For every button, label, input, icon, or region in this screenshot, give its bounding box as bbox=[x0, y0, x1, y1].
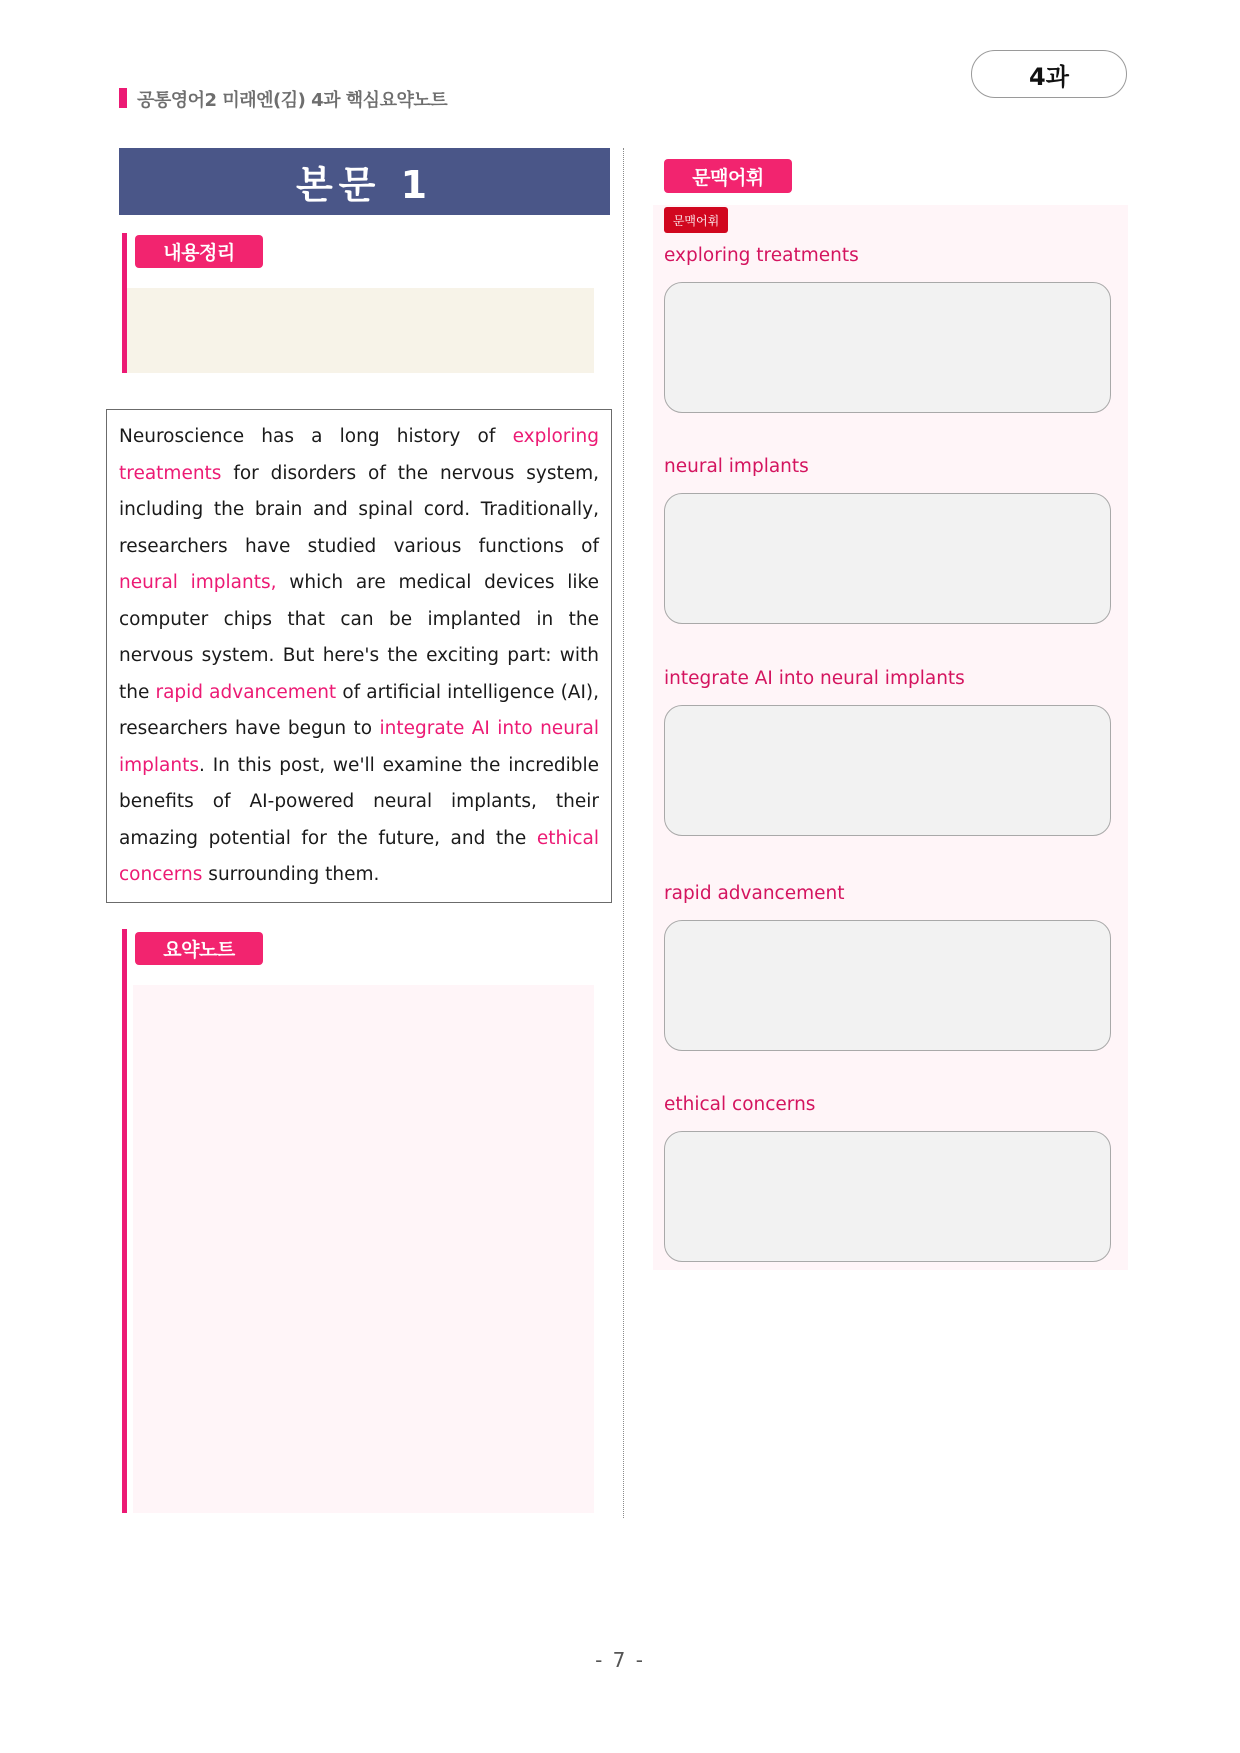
passage-segment: of artificial intelligence (AI), researchers have begun to bbox=[119, 681, 600, 739]
passage-segment: . In this post, we'll examine the incredible benefits of AI-powered neural implants, their amazing potential for the future, and the bbox=[119, 754, 599, 849]
passage-segment: Neuroscience has a long history of bbox=[119, 426, 513, 447]
section-banner: 본문 1 bbox=[119, 148, 610, 215]
vocab-term: rapid advancement bbox=[664, 883, 845, 904]
passage-highlight: exploring treatments bbox=[119, 426, 599, 484]
context-vocab-mini-tag: 문맥어휘 bbox=[664, 207, 728, 233]
summary-note-tag: 요약노트 bbox=[135, 932, 263, 965]
content-summary-tag: 내용정리 bbox=[135, 235, 263, 268]
vocab-term: ethical concerns bbox=[664, 1094, 816, 1115]
vocab-answer-box[interactable] bbox=[664, 493, 1111, 624]
page-number: - 7 - bbox=[595, 1648, 645, 1672]
passage-highlight: ethical concerns bbox=[119, 827, 599, 885]
vocab-answer-box[interactable] bbox=[664, 705, 1111, 836]
document-title: 공통영어2 미래엔(김) 4과 핵심요약노트 bbox=[137, 90, 448, 111]
header-accent-bar bbox=[119, 88, 127, 108]
summary-note-area[interactable] bbox=[133, 985, 594, 1513]
passage-text bbox=[119, 426, 599, 885]
column-divider bbox=[623, 148, 624, 1518]
passage-segment: surrounding them. bbox=[202, 864, 380, 885]
vocab-term: integrate AI into neural implants bbox=[664, 668, 965, 689]
passage-highlight: integrate AI into neural implants bbox=[119, 718, 599, 776]
passage-box bbox=[106, 409, 612, 903]
context-vocab-tag: 문맥어휘 bbox=[664, 159, 792, 193]
vocab-term: neural implants bbox=[664, 456, 809, 477]
summary-accent-bar bbox=[122, 929, 127, 1513]
passage-segment: for disorders of the nervous system, including the brain and spinal cord. Traditionally, researchers have studied various functions of bbox=[119, 462, 599, 557]
vocab-answer-box[interactable] bbox=[664, 920, 1111, 1051]
passage-highlight: rapid advancement bbox=[155, 681, 337, 703]
passage-highlight: neural implants, bbox=[119, 572, 277, 593]
lesson-badge: 4과 bbox=[971, 50, 1127, 98]
passage-segment: which are medical devices like computer chips that can be implanted in the nervous system. But here's the exciting part: with the bbox=[119, 572, 599, 703]
vocab-answer-box[interactable] bbox=[664, 1131, 1111, 1262]
vocab-answer-box[interactable] bbox=[664, 282, 1111, 413]
vocab-term: exploring treatments bbox=[664, 245, 859, 266]
content-summary-area[interactable] bbox=[127, 288, 594, 373]
